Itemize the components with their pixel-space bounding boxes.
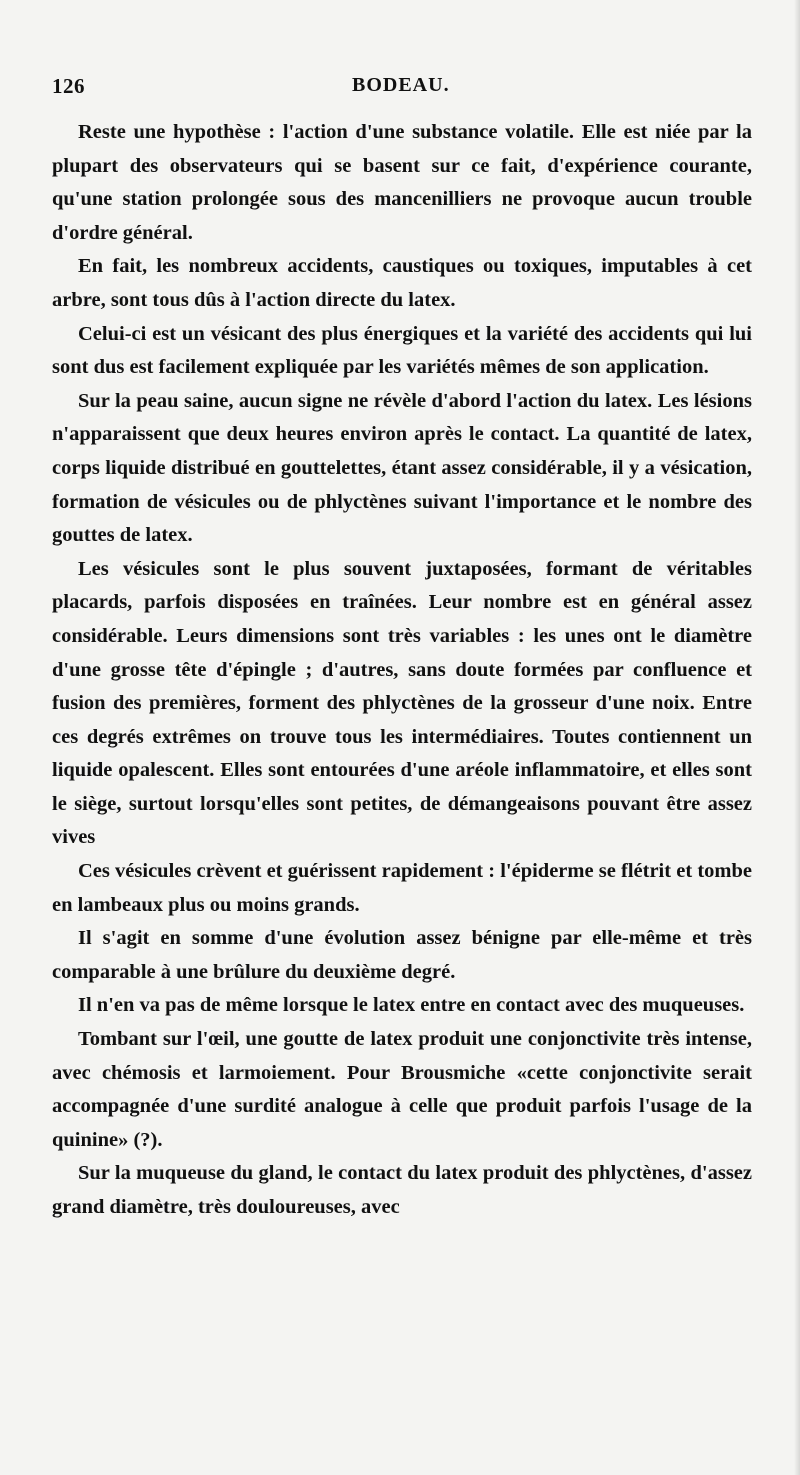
paragraph: Ces vésicules crèvent et guérissent rapidement : l'épiderme se flétrit et tombe en lambeaux plus ou moins grands. <box>52 860 752 916</box>
body-text <box>52 116 752 1225</box>
paragraph: Sur la peau saine, aucun signe ne révèle d'abord l'action du latex. Les lésions n'apparaissent que deux heures environ après le contact. La quantité de latex, corps liquide distribué en gouttelettes, étant assez considérable, il y a vésication, formation de vésicules ou de phlyctènes suivant l'importance et le nombre des gouttes de latex. <box>52 389 752 547</box>
paragraph: Tombant sur l'œil, une goutte de latex produit une conjonctivite très intense, avec chémosis et larmoiement. Pour Brousmiche «cette conjonctivite serait accompagnée d'une surdité analogue à celle que produit parfois l'usage de la quinine» (?). <box>52 1028 752 1151</box>
page-number: 126 <box>52 74 85 98</box>
paragraph: Sur la muqueuse du gland, le contact du latex produit des phlyctènes, d'assez grand diamètre, très douloureuses, avec <box>52 1162 752 1218</box>
paragraph: Celui-ci est un vésicant des plus énergiques et la variété des accidents qui lui sont dus est facilement expliquée par les variétés mêmes de son application. <box>52 322 752 379</box>
paragraph: Il n'en va pas de même lorsque le latex entre en contact avec des muqueuses. <box>78 994 745 1017</box>
paragraph: Les vésicules sont le plus souvent juxtaposées, formant de véritables placards, parfois disposées en traînées. Leur nombre est en général assez considérable. Leurs dimensions sont très variables : les unes ont le diamètre d'une grosse tête d'épingle ; d'autres, sans doute formées par confluence et fusion des premières, forment des phlyctènes de la grosseur d'une noix. Entre ces degrés extrêmes on trouve tous les intermédiaires. Toutes contiennent un liquide opalescent. Elles sont entourées d'une aréole inflammatoire, et elles sont le siège, surtout lorsqu'elles sont petites, de démangeaisons pouvant être assez vives <box>52 557 752 849</box>
running-head: BODEAU. <box>352 74 450 96</box>
paragraph: Reste une hypothèse : l'action d'une substance volatile. Elle est niée par la plupart des observateurs qui se basent sur ce fait, d'expérience courante, qu'une station prolongée sous des mancenilliers ne provoque aucun trouble d'ordre général. <box>52 121 752 244</box>
page-header <box>52 74 752 104</box>
page-edge-shadow <box>794 0 800 1475</box>
paragraph: En fait, les nombreux accidents, caustiques ou toxiques, imputables à cet arbre, sont tous dûs à l'action directe du latex. <box>52 255 752 311</box>
paragraph: Il s'agit en somme d'une évolution assez bénigne par elle-même et très comparable à une brûlure du deuxième degré. <box>52 927 752 983</box>
